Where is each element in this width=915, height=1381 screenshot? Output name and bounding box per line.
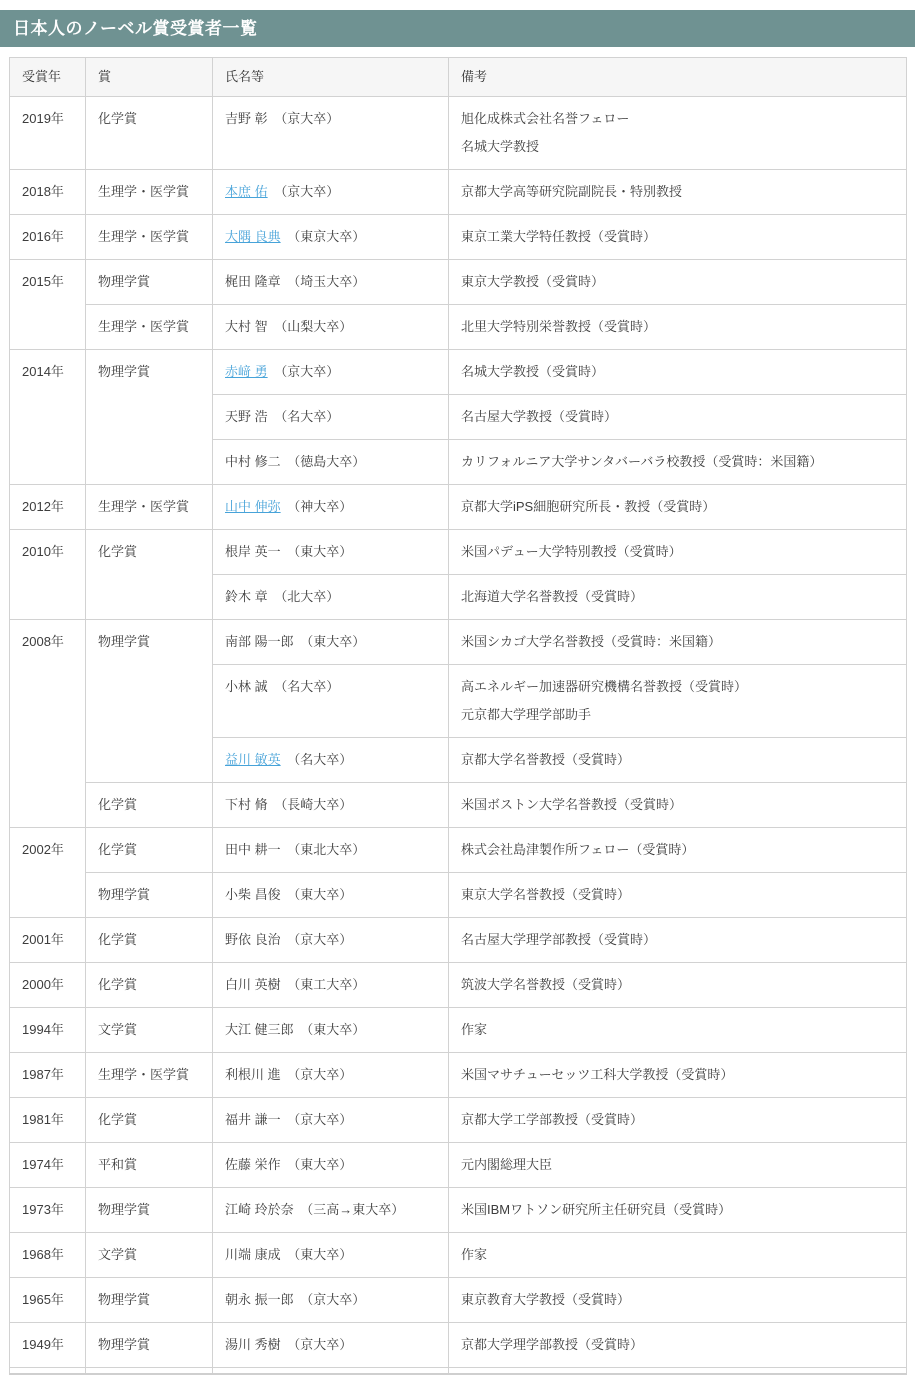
table-row (10, 530, 907, 575)
laureate-name: 福井 謙一 (225, 1112, 281, 1127)
prize-cell: 化学賞 (86, 828, 213, 873)
column-header-remark: 備考 (449, 58, 907, 97)
remark-line: 元内閣総理大臣 (461, 1157, 553, 1172)
name-cell (213, 1233, 449, 1278)
remark-line: 名城大学教授 (461, 139, 540, 154)
table-row (10, 1278, 907, 1323)
laureate-name: 川端 康成 (225, 1247, 281, 1262)
name-cell (213, 215, 449, 260)
remark-cell (449, 828, 907, 873)
remark-cell (449, 1188, 907, 1233)
alma-mater: （三高→東大卒） (296, 1202, 405, 1217)
name-cell (213, 873, 449, 918)
year-cell: 2014年 (10, 350, 86, 485)
name-cell (213, 665, 449, 738)
year-cell: 1965年 (10, 1278, 86, 1323)
remark-line: 高エネルギー加速器研究機構名誉教授（受賞時） (461, 679, 748, 694)
laureate-link[interactable]: 大隅 良典 (225, 229, 281, 244)
laureate-name: 朝永 振一郎 (225, 1292, 294, 1307)
name-cell (213, 395, 449, 440)
year-cell: 1981年 (10, 1098, 86, 1143)
name-cell (213, 170, 449, 215)
remark-line: 東京教育大学教授（受賞時） (461, 1292, 631, 1307)
laureate-link[interactable]: 山中 伸弥 (225, 499, 281, 514)
table-row (10, 1233, 907, 1278)
remark-cell (449, 215, 907, 260)
prize-cell: 化学賞 (86, 963, 213, 1008)
laureates-table (9, 57, 907, 1375)
alma-mater: （東工大卒） (283, 977, 366, 992)
year-cell: 2012年 (10, 485, 86, 530)
alma-mater: （名大卒） (270, 409, 340, 424)
name-cell (213, 530, 449, 575)
laureate-name: 鈴木 章 (225, 589, 268, 604)
name-cell (213, 350, 449, 395)
remark-line: 元京都大学理学部助手 (461, 707, 592, 722)
alma-mater: （東大卒） (296, 634, 366, 649)
remark-cell (449, 440, 907, 485)
remark-line: 東京大学教授（受賞時） (461, 274, 605, 289)
remark-line: 京都大学iPS細胞研究所長・教授（受賞時） (461, 499, 716, 514)
alma-mater: （京大卒） (283, 1067, 353, 1082)
table-row (10, 485, 907, 530)
table-body (10, 97, 907, 1374)
alma-mater: （東大卒） (283, 544, 353, 559)
alma-mater: （京大卒） (270, 184, 340, 199)
table-row (10, 918, 907, 963)
alma-mater: （東大卒） (283, 887, 353, 902)
name-cell (213, 485, 449, 530)
year-cell: 2016年 (10, 215, 86, 260)
laureate-name: 天野 浩 (225, 409, 268, 424)
name-cell (213, 1278, 449, 1323)
prize-cell: 物理学賞 (86, 350, 213, 485)
name-cell (213, 620, 449, 665)
laureate-name: 利根川 進 (225, 1067, 281, 1082)
laureate-name: 吉野 彰 (225, 111, 268, 126)
name-cell (213, 440, 449, 485)
prize-cell: 化学賞 (86, 918, 213, 963)
remark-cell (449, 918, 907, 963)
name-cell (213, 1098, 449, 1143)
alma-mater: （東京大卒） (283, 229, 366, 244)
alma-mater: （北大卒） (270, 589, 340, 604)
table-row (10, 783, 907, 828)
year-cell: 2002年 (10, 828, 86, 918)
alma-mater: （京大卒） (283, 1112, 353, 1127)
table-row (10, 305, 907, 350)
table-row (10, 828, 907, 873)
column-header-name: 氏名等 (213, 58, 449, 97)
column-header-year: 受賞年 (10, 58, 86, 97)
alma-mater: （京大卒） (270, 364, 340, 379)
prize-cell: 物理学賞 (86, 873, 213, 918)
year-cell: 2015年 (10, 260, 86, 350)
remark-cell (449, 575, 907, 620)
table-header-row (10, 58, 907, 97)
remark-cell (449, 305, 907, 350)
prize-cell: 物理学賞 (86, 620, 213, 783)
remark-line: カリフォルニア大学サンタバーバラ校教授（受賞時：米国籍） (461, 454, 823, 469)
table-row (10, 620, 907, 665)
laureate-name: 大村 智 (225, 319, 268, 334)
year-cell: 2001年 (10, 918, 86, 963)
name-cell (213, 1188, 449, 1233)
column-header-prize: 賞 (86, 58, 213, 97)
year-cell: 2010年 (10, 530, 86, 620)
alma-mater: （京大卒） (283, 1337, 353, 1352)
alma-mater: （京大卒） (283, 932, 353, 947)
alma-mater: （山梨大卒） (270, 319, 353, 334)
alma-mater: （長崎大卒） (270, 797, 353, 812)
remark-line: 作家 (461, 1247, 488, 1262)
remark-cell (449, 738, 907, 783)
name-cell (213, 963, 449, 1008)
remark-line: 米国シカゴ大学名誉教授（受賞時：米国籍） (461, 634, 722, 649)
prize-cell: 生理学・医学賞 (86, 485, 213, 530)
name-cell (213, 1053, 449, 1098)
alma-mater: （名大卒） (270, 679, 340, 694)
table-row (10, 215, 907, 260)
remark-line: 筑波大学名誉教授（受賞時） (461, 977, 631, 992)
year-cell: 1994年 (10, 1008, 86, 1053)
laureate-name: 中村 修二 (225, 454, 281, 469)
table-row (10, 260, 907, 305)
table-row (10, 963, 907, 1008)
remark-cell (449, 530, 907, 575)
name-cell (213, 1323, 449, 1368)
year-cell: 1973年 (10, 1188, 86, 1233)
table-row (10, 873, 907, 918)
alma-mater: （名大卒） (283, 752, 353, 767)
prize-cell: 化学賞 (86, 97, 213, 170)
remark-cell (449, 1143, 907, 1188)
table-row (10, 97, 907, 170)
prize-cell: 物理学賞 (86, 1188, 213, 1233)
remark-line: 米国IBMワトソン研究所主任研究員（受賞時） (461, 1202, 732, 1217)
remark-cell (449, 1098, 907, 1143)
laureate-name: 根岸 英一 (225, 544, 281, 559)
laureate-name: 湯川 秀樹 (225, 1337, 281, 1352)
prize-cell: 生理学・医学賞 (86, 215, 213, 260)
remark-cell (449, 783, 907, 828)
laureate-name: 小柴 昌俊 (225, 887, 281, 902)
year-cell: 1974年 (10, 1143, 86, 1188)
remark-cell (449, 665, 907, 738)
year-cell: 1968年 (10, 1233, 86, 1278)
laureate-name: 下村 脩 (225, 797, 268, 812)
remark-line: 北海道大学名誉教授（受賞時） (461, 589, 644, 604)
laureate-link[interactable]: 益川 敏英 (225, 752, 281, 767)
remark-cell (449, 485, 907, 530)
remark-cell (449, 395, 907, 440)
name-cell (213, 305, 449, 350)
remark-line: 京都大学理学部教授（受賞時） (461, 1337, 644, 1352)
prize-cell: 化学賞 (86, 783, 213, 828)
laureate-name: 梶田 隆章 (225, 274, 281, 289)
table-row (10, 350, 907, 395)
remark-line: 京都大学高等研究院副院長・特別教授 (461, 184, 683, 199)
remark-line: 東京工業大学特任教授（受賞時） (461, 229, 657, 244)
table-row (10, 1188, 907, 1233)
remark-line: 作家 (461, 1022, 488, 1037)
name-cell (213, 828, 449, 873)
name-cell (213, 738, 449, 783)
remark-line: 東京大学名誉教授（受賞時） (461, 887, 631, 902)
year-cell: 2019年 (10, 97, 86, 170)
remark-line: 北里大学特別栄誉教授（受賞時） (461, 319, 657, 334)
name-cell (213, 97, 449, 170)
alma-mater: （神大卒） (283, 499, 353, 514)
laureate-name: 江崎 玲於奈 (225, 1202, 294, 1217)
laureate-name: 佐藤 栄作 (225, 1157, 281, 1172)
remark-cell (449, 1278, 907, 1323)
remark-cell (449, 1323, 907, 1368)
prize-cell: 化学賞 (86, 1098, 213, 1143)
laureate-name: 白川 英樹 (225, 977, 281, 992)
prize-cell: 生理学・医学賞 (86, 170, 213, 215)
remark-line: 米国パデュー大学特別教授（受賞時） (461, 544, 682, 559)
name-cell (213, 1143, 449, 1188)
alma-mater: （東大卒） (283, 1157, 353, 1172)
year-cell: 2008年 (10, 620, 86, 828)
year-cell: 1987年 (10, 1053, 86, 1098)
prize-cell: 平和賞 (86, 1143, 213, 1188)
prize-cell: 文学賞 (86, 1233, 213, 1278)
prize-cell: 物理学賞 (86, 1323, 213, 1368)
table-row (10, 1098, 907, 1143)
remark-cell (449, 350, 907, 395)
remark-line: 旭化成株式会社名誉フェロー (461, 111, 630, 126)
prize-cell: 化学賞 (86, 530, 213, 620)
alma-mater: （埼玉大卒） (283, 274, 366, 289)
remark-line: 名古屋大学理学部教授（受賞時） (461, 932, 657, 947)
laureate-name: 小林 誠 (225, 679, 268, 694)
remark-cell (449, 97, 907, 170)
remark-cell (449, 170, 907, 215)
laureate-name: 南部 陽一郎 (225, 634, 294, 649)
name-cell (213, 918, 449, 963)
name-cell (213, 575, 449, 620)
alma-mater: （東大卒） (283, 1247, 353, 1262)
laureate-link[interactable]: 本庶 佑 (225, 184, 268, 199)
remark-cell (449, 620, 907, 665)
prize-cell: 文学賞 (86, 1008, 213, 1053)
remark-cell (449, 1053, 907, 1098)
remark-cell (449, 1233, 907, 1278)
remark-cell (449, 260, 907, 305)
remark-line: 名城大学教授（受賞時） (461, 364, 605, 379)
remark-line: 米国ボストン大学名誉教授（受賞時） (461, 797, 683, 812)
alma-mater: （京大卒） (296, 1292, 366, 1307)
alma-mater: （東北大卒） (283, 842, 366, 857)
year-cell: 2000年 (10, 963, 86, 1008)
remark-line: 名古屋大学教授（受賞時） (461, 409, 618, 424)
prize-cell: 物理学賞 (86, 260, 213, 305)
page-title: 日本人のノーベル賞受賞者一覧 (0, 10, 915, 47)
year-cell: 1949年 (10, 1323, 86, 1368)
table-row (10, 1323, 907, 1368)
name-cell (213, 260, 449, 305)
remark-cell (449, 873, 907, 918)
alma-mater: （東大卒） (296, 1022, 366, 1037)
remark-line: 京都大学名誉教授（受賞時） (461, 752, 631, 767)
remark-line: 株式会社島津製作所フェロー（受賞時） (461, 842, 695, 857)
name-cell (213, 1008, 449, 1053)
table-row (10, 1008, 907, 1053)
name-cell (213, 783, 449, 828)
laureate-name: 野依 良治 (225, 932, 281, 947)
prize-cell: 生理学・医学賞 (86, 305, 213, 350)
remark-cell (449, 1008, 907, 1053)
prize-cell: 生理学・医学賞 (86, 1053, 213, 1098)
alma-mater: （徳島大卒） (283, 454, 366, 469)
remark-line: 米国マサチューセッツ工科大学教授（受賞時） (461, 1067, 734, 1082)
laureate-name: 田中 耕一 (225, 842, 281, 857)
laureate-name: 大江 健三郎 (225, 1022, 294, 1037)
year-cell: 2018年 (10, 170, 86, 215)
prize-cell: 物理学賞 (86, 1278, 213, 1323)
remark-line: 京都大学工学部教授（受賞時） (461, 1112, 644, 1127)
table-row (10, 1053, 907, 1098)
table-row (10, 1143, 907, 1188)
alma-mater: （京大卒） (270, 111, 340, 126)
laureate-link[interactable]: 赤﨑 勇 (225, 364, 268, 379)
table-row (10, 170, 907, 215)
remark-cell (449, 963, 907, 1008)
